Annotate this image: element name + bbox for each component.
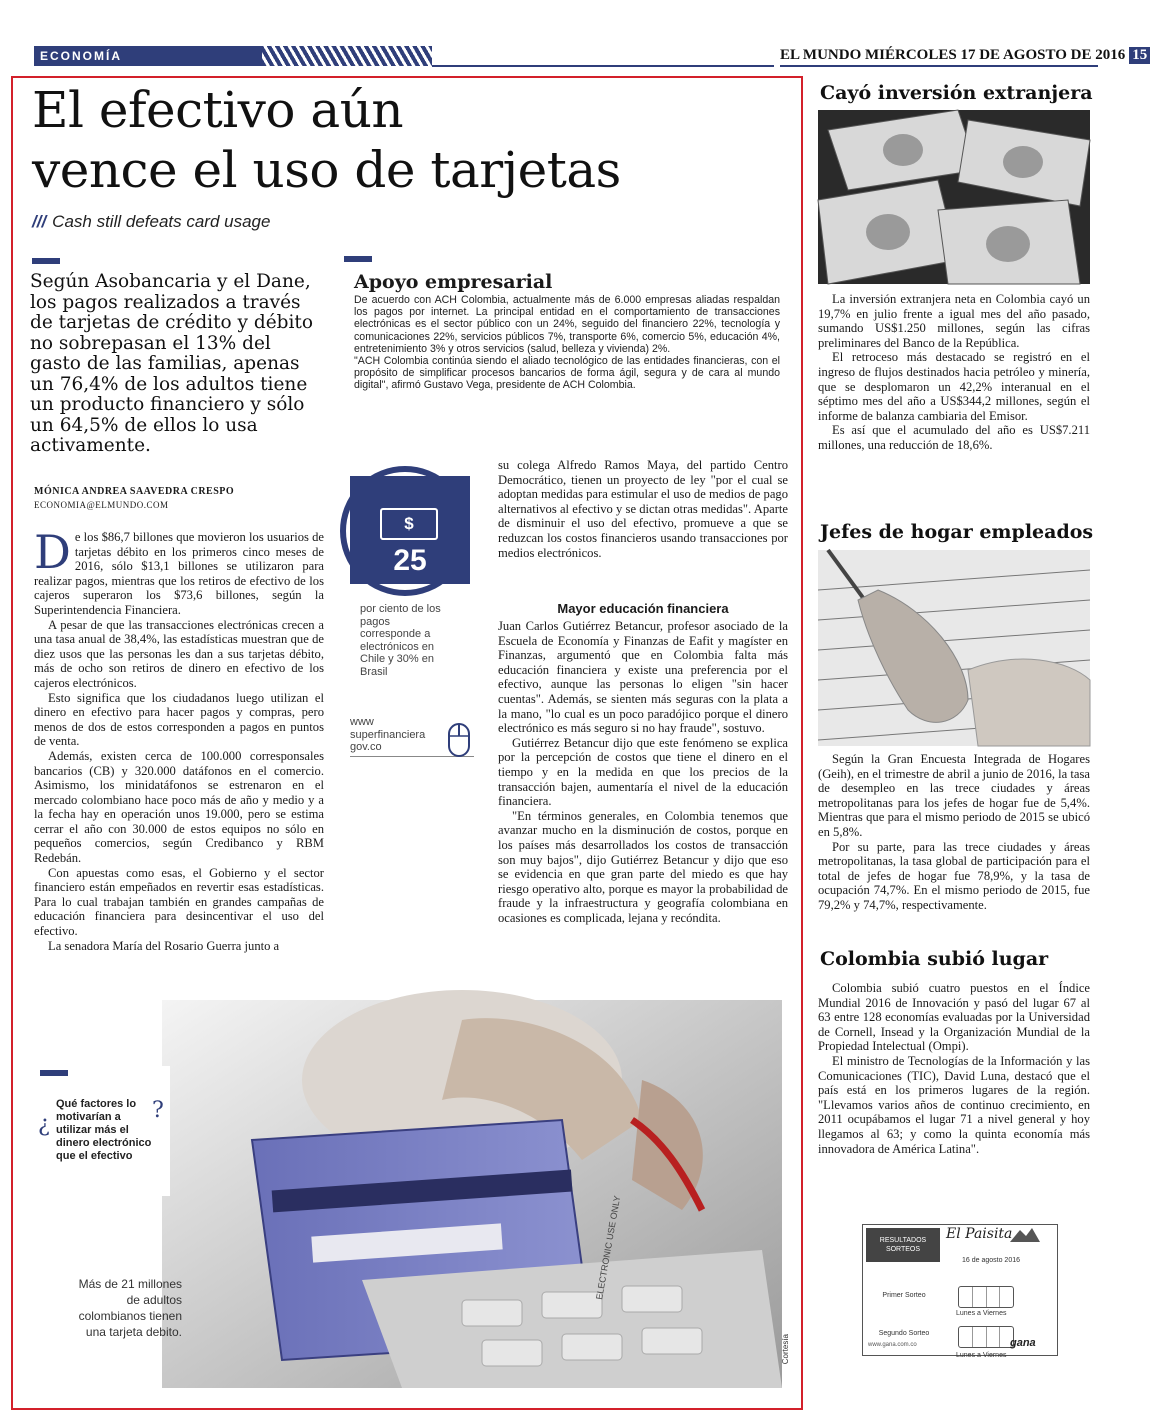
- photo-caption: Más de 21 millones de adultos colombianos tienen una tarjeta debito.: [78, 1277, 182, 1339]
- question-marker: [40, 1070, 68, 1076]
- lottery-draw-1-label: Primer Sorteo: [882, 1292, 926, 1299]
- mouse-icon: [446, 718, 472, 762]
- dollar-screen-icon: $: [380, 508, 438, 540]
- question-close-mark: ?: [152, 1098, 164, 1123]
- lottery-brand: El Paisita: [946, 1226, 1013, 1242]
- photo-credit: Cortesía: [781, 1334, 790, 1365]
- question-text: Qué factores lo motivarían a utilizar más el dinero electrónico que el efectivo: [56, 1098, 152, 1162]
- paragraph: La senadora María del Rosario Guerra junto a: [48, 938, 280, 953]
- sidebar-title-inversion: Cayó inversión extranjera: [820, 82, 1093, 104]
- drop-cap: D: [34, 525, 71, 579]
- lottery-draw-1-slot: [958, 1286, 1014, 1308]
- paragraph: Por su parte, para las trece ciudades y áreas metropolitanas, la tasa global de participación para el total de jefes de hogar fue 78,9%, y la tasa de ocupación 74,7%. En el mismo periodo de 2015, fue 79,2% y 74,7%, respectivamente.: [818, 839, 1090, 912]
- paragraph: Gutiérrez Betancur dijo que este fenómeno se explica por la percepción de costos que tiene el dinero en el tiempo y en la medida en que los precios de la transacción bajen, aumentaría el nivel de la educación financiera.: [498, 735, 788, 809]
- subhead: /// Cash still defeats card usage: [32, 212, 271, 231]
- apoyo-body: De acuerdo con ACH Colombia, actualmente más de 6.000 empresas aliadas respaldan los pagos por internet. La principal entidad en el comportamiento de transacciones electrónicas es el sector público con un 24%, seguido del financiero 22%, tecnología y comunicaciones 22%, servicios públicos 7%, transporte 6%, comercio 5%, educación 4%, entretenimiento 3% y otros servicios (salud, belleza y vivienda) 2%. "ACH Colombia continúa siendo el aliado tecnológico de las entidades financieras, con el propósito de simplificar procesos bancarios de forma ágil, segura y de cara al mundo digital", afirmó Gustavo Vega, presidente de ACH Colombia.: [354, 294, 780, 392]
- sidebar-body-jefes: [818, 752, 1090, 913]
- sidebar-body-colombia: [818, 981, 1090, 1156]
- card-stripe-text: ELECTRONIC USE ONLY: [594, 1194, 623, 1301]
- sidebar-title-jefes: Jefes de hogar empleados: [820, 521, 1094, 543]
- byline: MÓNICA ANDREA SAAVEDRA CRESPO: [34, 486, 235, 497]
- paragraph: Esto significa que los ciudadanos luego utilizan el dinero en efectivo para hacer pagos y compras, pero menos de dos de estos corresponden a pagos en puntos de venta.: [34, 690, 324, 749]
- paragraph: Juan Carlos Gutiérrez Betancur, profesor asociado de la Escuela de Economía y Finanzas de Eafit y magíster en Finanzas, argumentó que en Colombia falta más educación financiera y existe una preferencia por el efectivo, aunque las personas lo eligen "sin hacer cuentas". Además, se sienten más seguras con la plata a la mano, "lo cual es un poco paradójico porque el dinero electrónico es más seguro si no hay fraude", sostuvo.: [498, 619, 788, 736]
- paragraph: Además, existen cerca de 100.000 corresponsales bancarios (CB) y 320.000 datáfonos en el comercio. Asimismo, los minidatáfonos se estrenaron en el mercado colombiano hace poco más de año y medio y a la fecha hay en operación unos 19.000, pero se estima cerrar el año con 30.000 de estos equipos no sólo en pequeños comercios, según Credibanco y RBM Redebán.: [34, 748, 324, 866]
- paragraph: El retroceso más destacado se registró en el ingreso de flujos destinados hacia petróleo y minería, que se desplomaron un 42,2% interanual en el séptimo mes del año a US$344,2 millones, según el informe de balanza cambiaria del Emisor.: [818, 350, 1090, 423]
- apoyo-title: Apoyo empresarial: [354, 271, 553, 293]
- sidebar-title-colombia: Colombia subió lugar: [820, 948, 1049, 970]
- headline: El efectivo aún vence el uso de tarjetas: [32, 81, 621, 199]
- paragraph: "En términos generales, en Colombia tenemos que avanzar mucho en la disminución de costos, porque en los países más desarrollados los costos de transacción son muy bajos", dijo Gutiérrez Betancur y dijo que eso se evidencia en que gran parte del miedo es que hay riesgo operativo alto, porque es mayor la probabilidad de fraude y la infraestructura y geografía colombiana en ocasiones es complicada, lejana y recóndita.: [498, 808, 788, 925]
- paragraph: El ministro de Tecnologías de la Información y las Comunicaciones (TIC), David Luna, destacó que el país está en los primeros lugares de la región. "Llevamos varios años de continuo crecimiento, en 2011 ocupábamos el lugar 71 a nivel general y hoy llegamos al 63; y como la quinta economía más innovadora de América Latina".: [818, 1053, 1090, 1156]
- gana-logo: gana: [1010, 1337, 1036, 1349]
- section-label: ECONOMÍA: [34, 46, 432, 66]
- survey-photo: [818, 550, 1090, 746]
- page-number: 15: [1129, 47, 1150, 64]
- article-column-2b: [498, 619, 788, 925]
- author-email[interactable]: ECONOMIA@ELMUNDO.COM: [34, 500, 169, 510]
- article-column-2: [498, 458, 788, 560]
- infographic-text: por ciento de los pagos corresponde a electrónicos en Chile y 30% en Brasil: [360, 603, 441, 678]
- subtitle-educacion: Mayor educación financiera: [557, 601, 729, 616]
- paragraph: su colega Alfredo Ramos Maya, del partido Centro Democrático, tienen un proyecto de ley "por el cual se adoptan medidas para estimular el uso de medios de pago alternativos al efectivo y se dictan otras medidas". Aparte de disminuir el uso del efectivo, promueve a que se reduzcan los costos financieros usando transacciones por medios electrónicos.: [498, 458, 788, 560]
- lottery-draw-2-days: Lunes a Viernes: [956, 1352, 1007, 1359]
- money-photo: [818, 110, 1090, 284]
- paragraph: Según la Gran Encuesta Integrada de Hogares (Geih), en el trimestre de abril a junio de 2016, la tasa de desempleo en las trece ciudades y áreas metropolitanas para los jefes de hogar fue de 5,4%. Mientras que para el mismo periodo de 2015 se ubicó en 5,8%.: [818, 752, 1090, 839]
- masthead: EL MUNDO MIÉRCOLES 17 DE AGOSTO DE 2016 15: [780, 47, 1150, 64]
- header-rule-right: [780, 65, 1098, 67]
- sidebar-body-inversion: [818, 292, 1090, 453]
- lead-marker: [32, 258, 60, 264]
- paragraph: La inversión extranjera neta en Colombia cayó un 19,7% en julio frente a igual mes del año pasado, sumando US$1.250 millones, según las cifras preliminares del Banco de la República.: [818, 292, 1090, 350]
- lottery-draw-2-slot: [958, 1326, 1014, 1348]
- paragraph: A pesar de que las transacciones electrónicas crecen a una tasa anual de 38,4%, las estadísticas muestran que de diez usos que las personas les dan a sus tarjetas débito, más de ocho son retiros de dinero en efectivo de los cajeros electrónicos.: [34, 617, 324, 690]
- lead-paragraph: Según Asobancaria y el Dane, los pagos realizados a través de tarjetas de crédito y débito no sobrepasan el 13% del gasto de las familias, apenas un 76,4% de los adultos tiene un producto financiero y sólo un 64,5% de ellos lo usa activamente.: [30, 271, 313, 456]
- infographic-source[interactable]: www superfinanciera gov.co: [350, 716, 426, 754]
- infographic-number: 25: [393, 544, 427, 577]
- paragraph: Con apuestas como esas, el Gobierno y el sector financiero están empeñados en revertir esas estadísticas. Para lo cual trabajan también en grandes campañas de educación financiera para desincentivar el uso del efectivo.: [34, 865, 324, 939]
- lottery-draw-2-label: Segundo Sorteo: [878, 1330, 930, 1337]
- lottery-header: RESULTADOS SORTEOS: [866, 1228, 940, 1262]
- apoyo-marker: [344, 256, 372, 262]
- lottery-draw-1-days: Lunes a Viernes: [956, 1310, 1007, 1317]
- card-payment-photo: [162, 1000, 782, 1388]
- lottery-date: 16 de agosto 2016: [962, 1257, 1020, 1264]
- question-open-mark: ¿: [38, 1112, 50, 1137]
- header-rule: [432, 65, 774, 67]
- article-column-1: [34, 525, 324, 953]
- mountain-logo-icon: [1010, 1226, 1040, 1242]
- paragraph: Es así que el acumulado del año es US$7.211 millones, una reducción de 18,6%.: [818, 423, 1090, 452]
- paragraph: e los $86,7 billones que movieron los usuarios de tarjetas débito en los primeros cinco meses de 2016, sólo $13,1 billones se utilizaron para realizar pagos, mientras que los retiros de efectivo de los cajeros superaron los $73,6 billones, según la Superintendencia Financiera.: [34, 530, 324, 617]
- lottery-url[interactable]: www.gana.com.co: [868, 1342, 917, 1348]
- paragraph: Colombia subió cuatro puestos en el Índice Mundial 2016 de Innovación y pasó del lugar 67 al 63 entre 128 economías evaluadas por la Universidad de Cornell, Insead y la Organización Mundial de la Propiedad Intelectual (Ompi).: [818, 981, 1090, 1054]
